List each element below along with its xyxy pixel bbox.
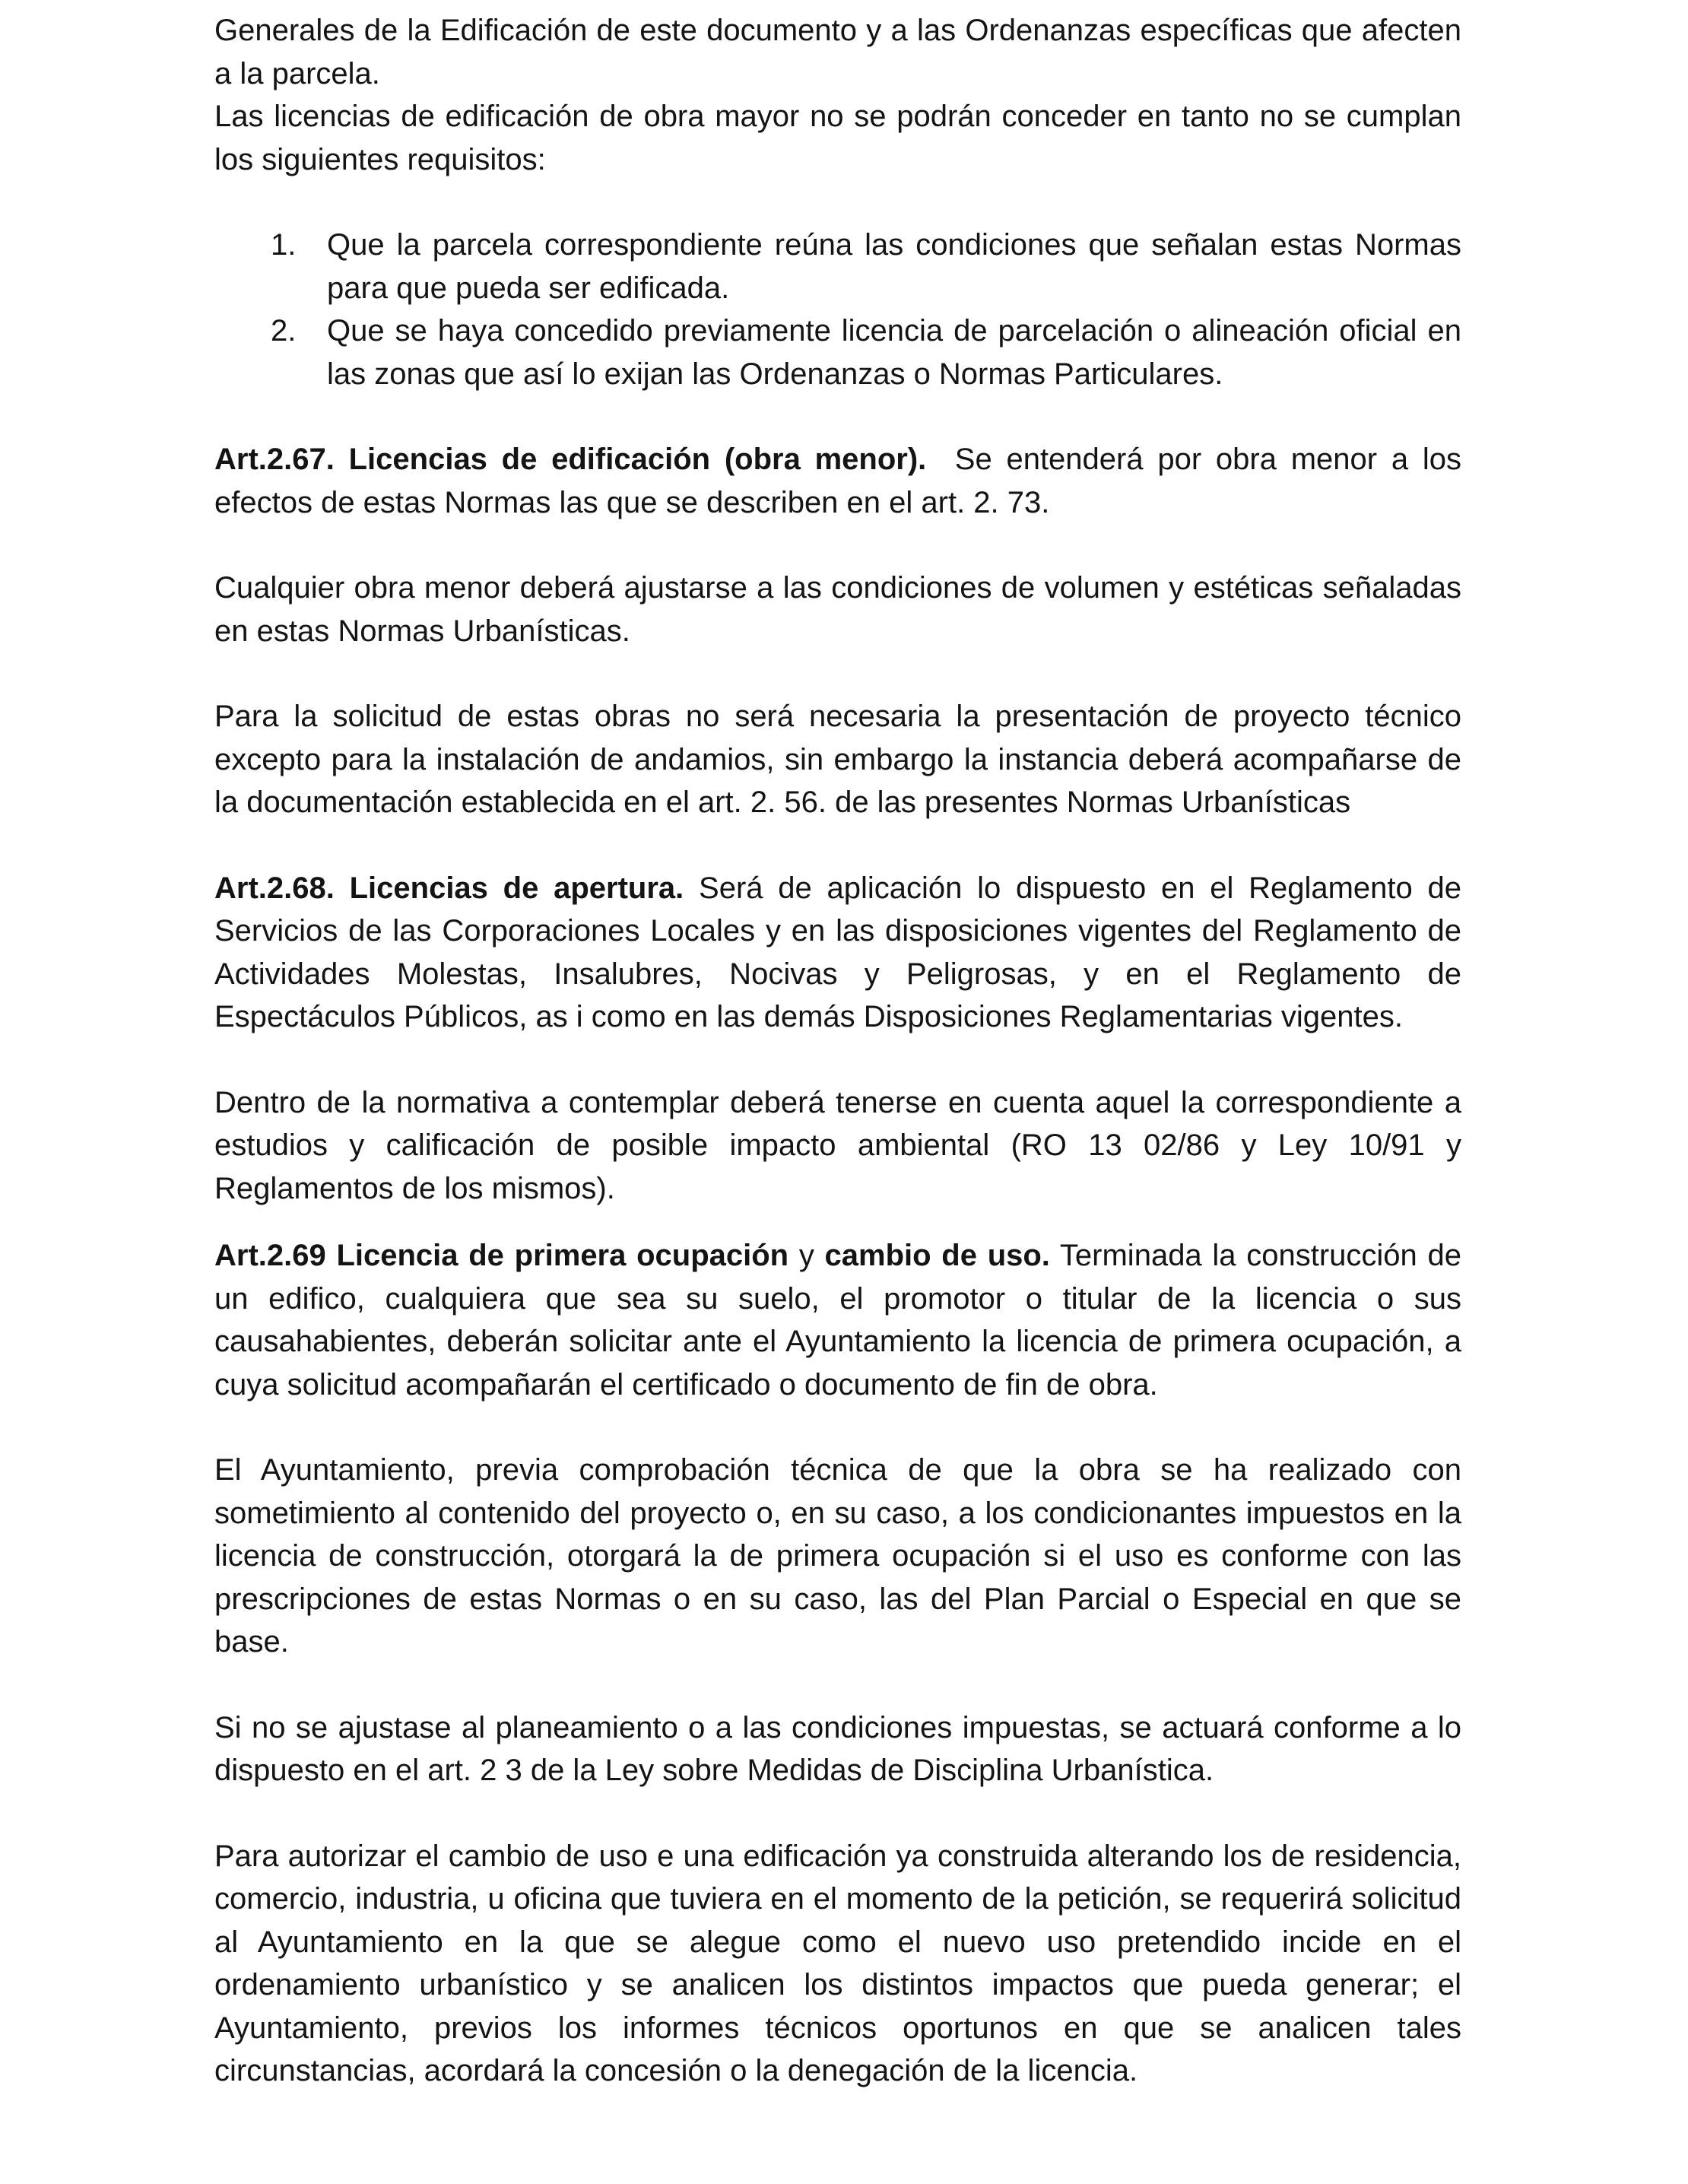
article-2-69 (214, 1234, 1461, 1406)
paragraph-ajuste: Si no se ajustase al planeamiento o a las condiciones impuestas, se actuará conforme a lo dispuesto en el art. 2 3 de la Ley sobre Medidas de Disciplina Urbanística. (214, 1710, 1461, 1787)
paragraph-cambio-uso: Para autorizar el cambio de uso e una edificación ya construida alterando los de residencia, comercio, industria, u oficina que tuviera en el momento de la petición, se requerirá solicitud al Ayuntamiento en la que se alegue como el nuevo uso pretendido incide en el ordenamiento urbanístico y se analicen los distintos impactos que pueda generar; el Ayuntamiento, previos los informes técnicos oportunos en que se analicen tales circunstancias, acordará la concesión o la denegación de la licencia. (214, 1839, 1461, 2087)
list-item-text: Que se haya concedido previamente licencia de parcelación o alineación oficial en las zonas que así lo exijan las Ordenanzas o Normas Particulares. (327, 314, 1461, 391)
list-item (214, 310, 1461, 395)
list-item (214, 224, 1461, 310)
article-heading-joiner: y (798, 1239, 814, 1272)
paragraph-solicitud: Para la solicitud de estas obras no será necesaria la presentación de proyecto técnico excepto para la instalación de andamios, sin embargo la instancia deberá acompañarse de la documentación establecida en el art. 2. 56. de las presentes Normas Urbanísticas (214, 700, 1461, 819)
article-2-68 (214, 867, 1461, 1039)
article-heading-continued: cambio de uso. (824, 1239, 1050, 1272)
paragraph-intro: Generales de la Edificación de este documento y a las Ordenanzas específicas que afecten a la parcela. (214, 14, 1461, 90)
article-text: Será de aplicación lo dispuesto en el Reglamento de Servicios de las Corporaciones Locales y en las disposiciones vigentes del Reglamento de Actividades Molestas, Insalubres, Nocivas y Peligrosas, y en el Reglamento de Espectáculos Públicos, as i como en las demás Disposiciones Reglamentarias vigentes. (214, 871, 1461, 1033)
article-heading: Art.2.68. Licencias de apertura. (214, 871, 684, 905)
article-heading: Art.2.67. Licencias de edificación (obra menor). (214, 443, 927, 476)
article-text: Terminada la construcción de un edifico, cualquiera que sea su suelo, el promotor o titular de la licencia o sus causahabientes, deberán solicitar ante el Ayuntamiento la licencia de primera ocupación, a cuya solicitud acompañarán el certificado o documento de fin de obra. (214, 1239, 1461, 1402)
document-page (214, 9, 1461, 2093)
article-heading: Art.2.69 Licencia de primera ocupación (214, 1239, 789, 1272)
paragraph-normativa: Dentro de la normativa a contemplar deberá tenerse en cuenta aquel la correspondiente a estudios y calificación de posible impacto ambiental (RO 13 02/86 y Ley 10/91 y Reglamentos de los mismos). (214, 1085, 1461, 1205)
paragraph-requirements-lead: Las licencias de edificación de obra mayor no se podrán conceder en tanto no se cumplan los siguientes requisitos: (214, 100, 1461, 176)
paragraph-obra-menor: Cualquier obra menor deberá ajustarse a las condiciones de volumen y estéticas señaladas en estas Normas Urbanísticas. (214, 571, 1461, 648)
article-2-67 (214, 438, 1461, 524)
list-item-text: Que la parcela correspondiente reúna las condiciones que señalan estas Normas para que pueda ser edificada. (327, 228, 1461, 305)
paragraph-ayuntamiento: El Ayuntamiento, previa comprobación técnica de que la obra se ha realizado con sometimiento al contenido del proyecto o, en su caso, a los condicionantes impuestos en la licencia de construcción, otorgará la de primera ocupación si el uso es conforme con las prescripciones de estas Normas o en su caso, las del Plan Parcial o Especial en que se base. (214, 1453, 1461, 1659)
article-text: Se entenderá por obra menor a los efectos de estas Normas las que se describen en el art. 2. 73. (214, 443, 1461, 519)
list-item-number: 1. (271, 228, 297, 262)
requirements-list (214, 224, 1461, 395)
list-item-number: 2. (271, 314, 297, 348)
